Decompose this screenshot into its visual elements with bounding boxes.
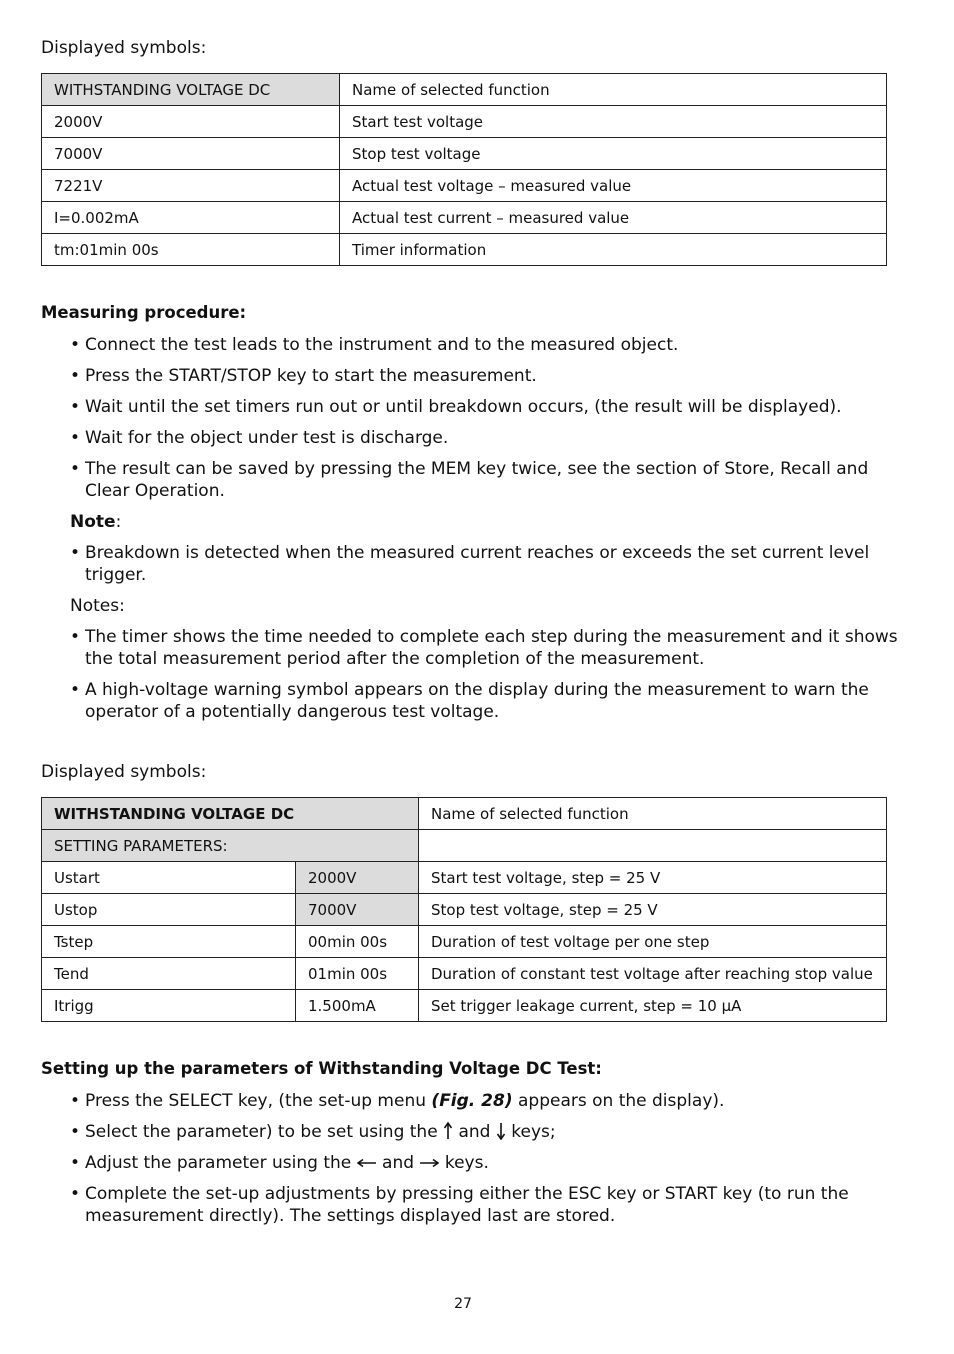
table-row [42,106,887,138]
list-item: • The timer shows the time needed to complete each step during the measurement and it shows the total measurement period after the completion of the measurement. [70,627,898,669]
list-item: • Connect the test leads to the instrument and to the measured object. [70,335,679,355]
bullet-icon: • [70,627,81,647]
description-cell: Timer information [340,234,887,266]
description-cell: Start test voltage, step = 25 V [419,862,887,894]
symbol-cell: 2000V [42,106,340,138]
table-row [42,958,887,990]
value-cell: 7000V [296,894,419,926]
param-cell: Tend [42,958,296,990]
page-number: 27 [454,1296,472,1312]
list-item: • Press the SELECT key, (the set-up menu (Fig. 28) appears on the display). [70,1091,725,1111]
up-arrow-icon [443,1122,453,1140]
description-cell: Duration of constant test voltage after reaching stop value [419,958,887,990]
description-cell: Actual test current – measured value [340,202,887,234]
list-item: • A high-voltage warning symbol appears on the display during the measurement to warn the operator of a potentially dangerous test voltage. [70,680,869,722]
note-label: Note: [70,512,122,532]
table-row [42,894,887,926]
procedure-list [70,334,905,732]
list-item: • Press the START/STOP key to start the measurement. [70,366,537,386]
symbol-cell: 7221V [42,170,340,202]
setting-parameters-cell: SETTING PARAMETERS: [42,830,419,862]
list-item: • Breakdown is detected when the measured current reaches or exceeds the set current level trigger. [70,543,870,585]
table-row [42,234,887,266]
table-row [42,830,887,862]
figure-reference: (Fig. 28) [431,1091,513,1111]
description-cell: Actual test voltage – measured value [340,170,887,202]
list-item: • Wait until the set timers run out or until breakdown occurs, (the result will be displayed). [70,397,842,417]
notes-label: Notes: [70,596,125,616]
bullet-icon: • [70,680,81,700]
description-cell: Name of selected function [419,798,887,830]
value-cell: 00min 00s [296,926,419,958]
table-row [42,74,887,106]
bullet-icon: • [70,428,81,448]
param-cell: Itrigg [42,990,296,1022]
symbol-cell: WITHSTANDING VOLTAGE DC [42,74,340,106]
value-cell: 2000V [296,862,419,894]
bullet-icon: • [70,335,81,355]
left-arrow-icon [357,1157,377,1169]
bullet-icon: • [70,1091,81,1111]
list-item: • Adjust the parameter using the and keys. [70,1153,489,1173]
description-cell: Set trigger leakage current, step = 10 µA [419,990,887,1022]
setup-heading: Setting up the parameters of Withstanding Voltage DC Test: [41,1059,602,1078]
displayed-symbols-label: Displayed symbols: [41,38,207,58]
table-row [42,926,887,958]
param-cell: Ustart [42,862,296,894]
bullet-icon: • [70,1122,81,1142]
empty-cell [419,830,887,862]
symbol-cell: 7000V [42,138,340,170]
setup-list [70,1090,905,1236]
list-item: • Select the parameter) to be set using the and keys; [70,1122,556,1142]
bullet-icon: • [70,459,81,479]
table-row [42,990,887,1022]
description-cell: Duration of test voltage per one step [419,926,887,958]
table-row [42,862,887,894]
list-item: • The result can be saved by pressing the MEM key twice, see the section of Store, Recall and Clear Operation. [70,459,869,501]
table-row [42,170,887,202]
bullet-icon: • [70,1153,81,1173]
value-cell: 1.500mA [296,990,419,1022]
param-cell: Ustop [42,894,296,926]
measuring-procedure-heading: Measuring procedure: [41,303,247,322]
list-item: • Complete the set-up adjustments by pressing either the ESC key or START key (to run the measurement directly). The settings displayed last are stored. [70,1184,849,1226]
table-row [42,202,887,234]
setting-parameters-table [41,797,887,1022]
table-header-row [42,798,887,830]
bullet-icon: • [70,1184,81,1204]
displayed-symbols-table [41,73,887,266]
value-cell: 01min 00s [296,958,419,990]
bullet-icon: • [70,397,81,417]
description-cell: Name of selected function [340,74,887,106]
table-row [42,138,887,170]
symbol-cell: tm:01min 00s [42,234,340,266]
bullet-icon: • [70,366,81,386]
description-cell: Start test voltage [340,106,887,138]
symbol-cell: I=0.002mA [42,202,340,234]
description-cell: Stop test voltage [340,138,887,170]
param-cell: Tstep [42,926,296,958]
displayed-symbols-label-2: Displayed symbols: [41,762,207,782]
description-cell: Stop test voltage, step = 25 V [419,894,887,926]
down-arrow-icon [496,1122,506,1140]
bullet-icon: • [70,543,81,563]
function-name-cell: WITHSTANDING VOLTAGE DC [42,798,419,830]
right-arrow-icon [419,1157,439,1169]
list-item: • Wait for the object under test is discharge. [70,428,449,448]
